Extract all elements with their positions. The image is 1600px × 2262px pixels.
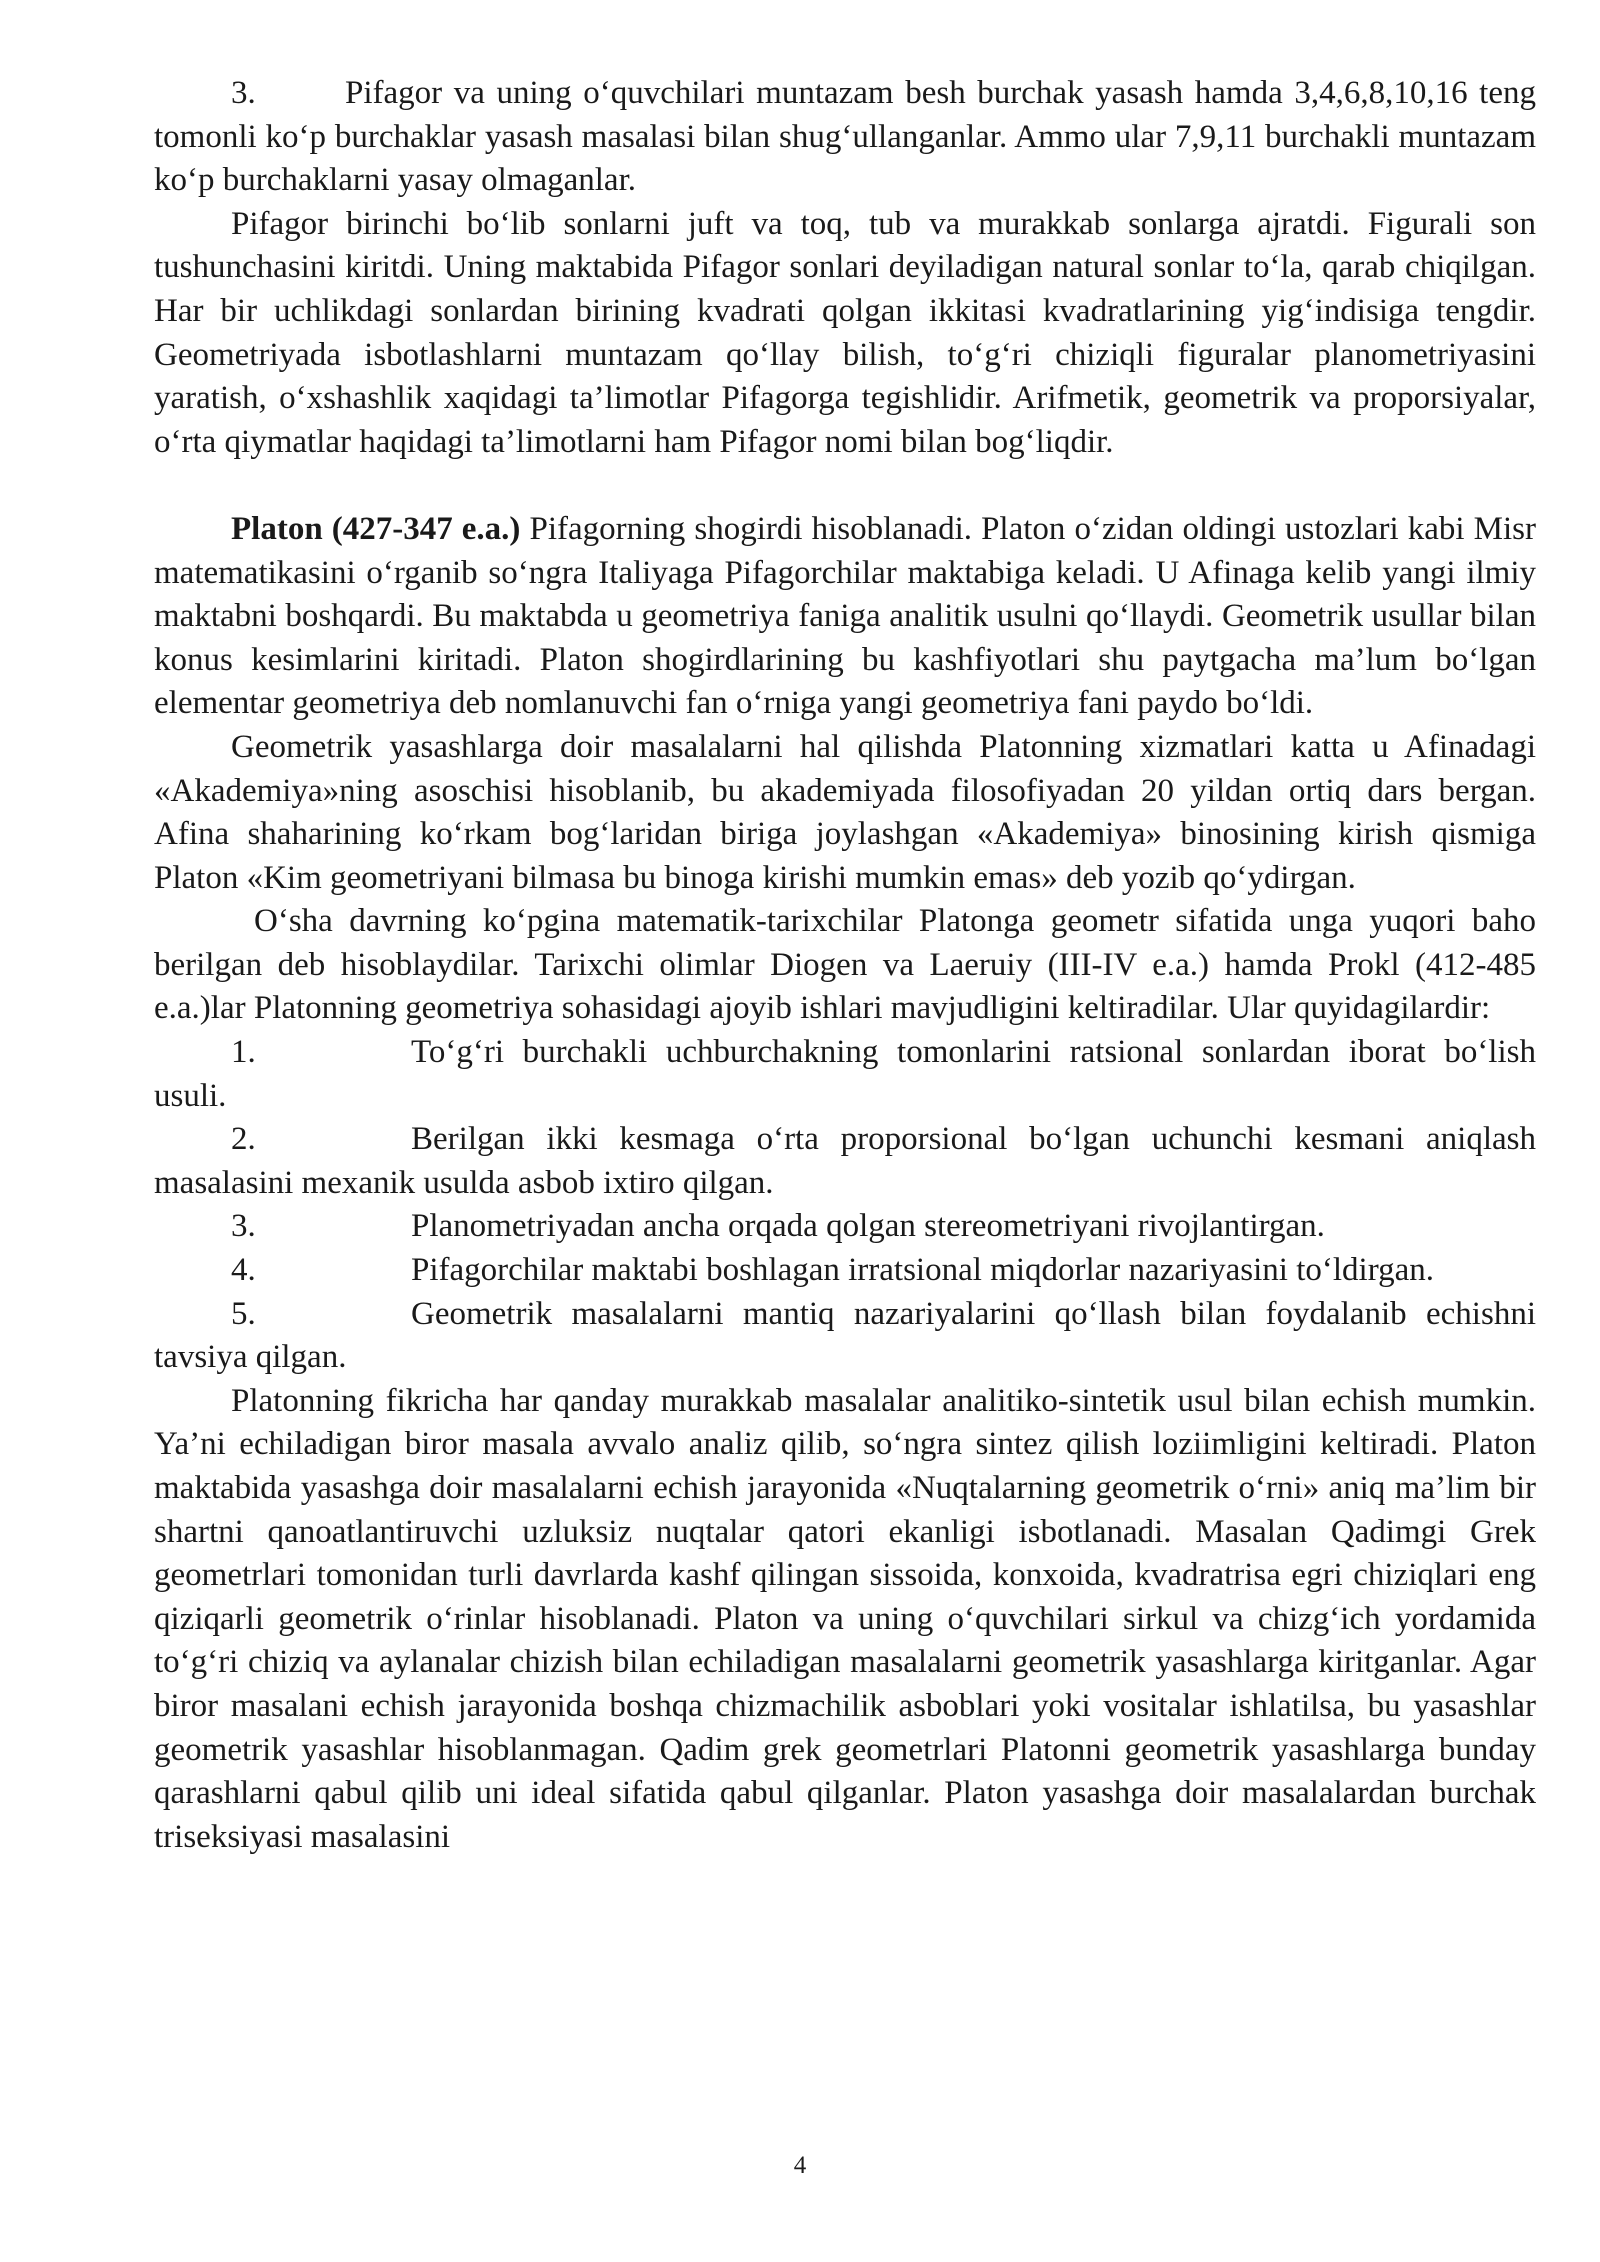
bold-heading: Platon (427-347 e.a.): [231, 510, 521, 547]
list-number: 4.: [231, 1252, 256, 1289]
list-item: [154, 1293, 1536, 1380]
list-number: 3.: [231, 75, 256, 111]
list-item: [154, 72, 1536, 203]
list-number: 2.: [231, 1121, 256, 1158]
list-item: [154, 1249, 1536, 1293]
list-number: 1.: [231, 1034, 256, 1071]
list-number: 5.: [231, 1295, 256, 1332]
body-text: [154, 72, 1536, 1859]
list-item-text: Pifagorchilar maktabi boshlagan irratsional miqdorlar nazariyasini to‘ldirgan.: [411, 1252, 1434, 1289]
paragraph: O‘sha davrning ko‘pgina matematik-tarixchilar Platonga geometr sifatida unga yuqori baho berilgan deb hisoblaydilar. Tarixchi olimlar Diogen va Laeruiy (III-IV e.a.) hamda Prokl (412-485 e.a.)lar Platonning geometriya sohasidagi ajoyib ishlari mavjudligini keltiradilar. Ular quyidagilardir:: [154, 903, 1536, 1027]
paragraph: Pifagor birinchi bo‘lib sonlarni juft va toq, tub va murakkab sonlarga ajratdi. Figurali son tushunchasini kiritdi. Uning maktabida Pifagor sonlari deyiladigan natural sonlar to‘la, qarab chiqilgan. Har bir uchlikdagi sonlardan birining kvadrati qolgan ikkitasi kvadratlarining yig‘indisiga tengdir. Geometriyada isbotlashlarni muntazam qo‘llay bilish, to‘g‘ri chiziqli figuralar planometriyasini yaratish, o‘xshashlik xaqidagi ta’limotlar Pifagorga tegishlidir. Arifmetik, geometrik va proporsiyalar, o‘rta qiymatlar haqidagi ta’limotlarni ham Pifagor nomi bilan bog‘liqdir.: [154, 205, 1536, 460]
paragraph-text: Pifagorning shogirdi hisoblanadi. Platon o‘zidan oldingi ustozlari kabi Misr matematikasini o‘rganib so‘ngra Italiyaga Pifagorchilar maktabiga keladi. U Afinaga kelib yangi ilmiy maktabni boshqardi. Bu maktabda u geometriya faniga analitik usulni qo‘llaydi. Geometrik usullar bilan konus kesimlarini kiritadi. Platon shogirdlarining bu kashfiyotlari shu paytgacha ma’lum bo‘lgan elementar geometriya deb nomlanuvchi fan o‘rniga yangi geometriya fani paydo bo‘ldi.: [154, 510, 1536, 722]
page-number: 4: [793, 2152, 807, 2179]
paragraph: [154, 508, 1536, 726]
list-number: 3.: [231, 1208, 256, 1245]
list-item-text: Pifagor va uning o‘quvchilari muntazam besh burchak yasash hamda 3,4,6,8,10,16 teng tomonli ko‘p burchaklar yasash masalasi bilan shug‘ullanganlar. Ammo ular 7,9,11 burchakli muntazam ko‘p burchaklarni yasay olmaganlar.: [154, 75, 1536, 199]
list-item-text: Berilgan ikki kesmaga o‘rta proporsional bo‘lgan uchunchi kesmani aniqlash masalasini mexanik usulda asbob ixtiro qilgan.: [154, 1121, 1536, 1201]
list-item-text: Planometriyadan ancha orqada qolgan stereometriyani rivojlantirgan.: [411, 1208, 1325, 1245]
paragraph: Platonning fikricha har qanday murakkab masalalar analitiko-sintetik usul bilan echish mumkin. Ya’ni echiladigan biror masala avvalo analiz qilib, so‘ngra sintez qilish loziimligini keltiradi. Platon maktabida yasashga doir masalalarni echish jarayonida «Nuqtalarning geometrik o‘rni» aniq ma’lim bir shartni qanoatlantiruvchi uzluksiz nuqtalar qatori ekanligi isbotlanadi. Masalan Qadimgi Grek geometrlari tomonidan turli davrlarda kashf qilingan sissoida, konxoida, kvadratrisa egri chiziqlari eng qiziqarli geometrik o‘rinlar hisoblanadi. Platon va uning o‘quvchilari sirkul va chizg‘ich yordamida to‘g‘ri chiziq va aylanalar chizish bilan echiladigan masalalarni geometrik yasashlarga kiritganlar. Agar biror masalani echish jarayonida boshqa chizmachilik asboblari yoki vositalar ishlatilsa, bu yasashlar geometrik yasashlar hisoblanmagan. Qadim grek geometrlari Platonni geometrik yasashlarga bunday qarashlarni qabul qilib uni ideal sifatida qabul qilganlar. Platon yasashga doir masalalardan burchak triseksiyasi masalasini: [154, 1382, 1536, 1855]
paragraph: Geometrik yasashlarga doir masalalarni hal qilishda Platonning xizmatlari katta u Afinadagi «Akademiya»ning asoschisi hisoblanib, bu akademiyada filosofiyadan 20 yildan ortiq dars bergan. Afina shaharining ko‘rkam bog‘laridan biriga joylashgan «Akademiya» binosining kirish qismiga Platon «Kim geometriyani bilmasa bu binoga kirishi mumkin emas» deb yozib qo‘ydirgan.: [154, 728, 1536, 896]
list-item: [154, 1031, 1536, 1118]
list-item-text: To‘g‘ri burchakli uchburchakning tomonlarini ratsional sonlardan iborat bo‘lish usuli.: [154, 1034, 1536, 1114]
list-item: [154, 1118, 1536, 1205]
list-item-text: Geometrik masalalarni mantiq nazariyalarini qo‘llash bilan foydalanib echishni tavsiya qilgan.: [154, 1295, 1536, 1376]
list-item: [154, 1205, 1536, 1249]
